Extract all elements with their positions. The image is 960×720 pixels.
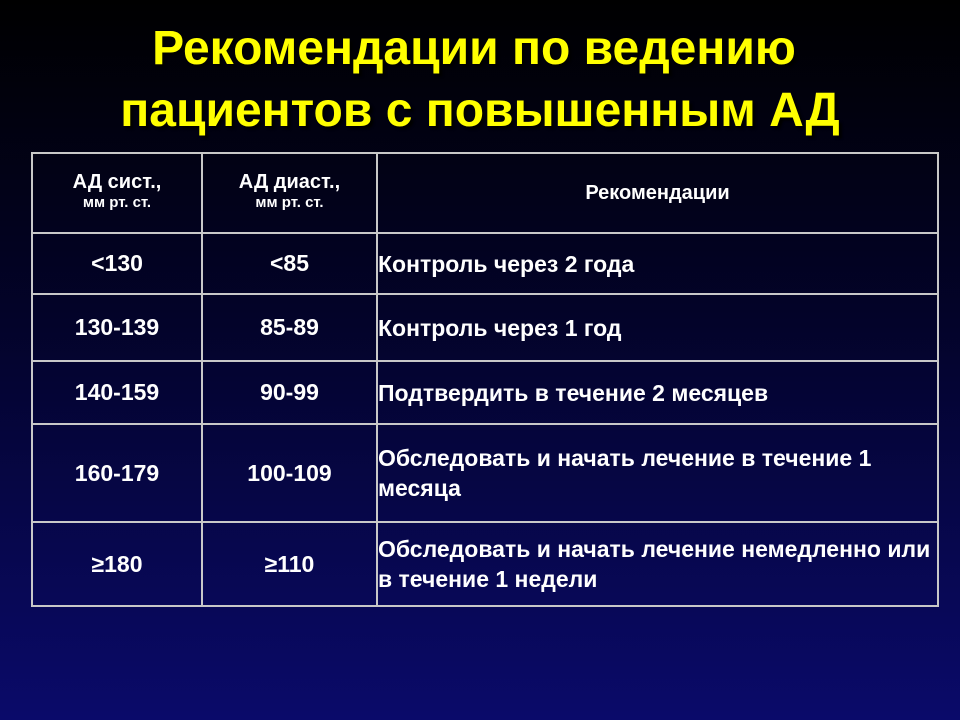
cell-recommendation: Контроль через 2 года — [377, 233, 938, 294]
table-row — [32, 361, 938, 424]
cell-systolic: ≥180 — [32, 522, 202, 606]
header-systolic-label: АД сист., — [72, 171, 162, 193]
slide-title-line-1: Рекомендации по ведению — [152, 22, 796, 75]
cell-systolic: 130-139 — [32, 294, 202, 361]
header-recommendations: Рекомендации — [377, 153, 938, 233]
cell-diastolic: ≥110 — [202, 522, 377, 606]
slide-title — [0, 18, 960, 142]
cell-recommendation: Обследовать и начать лечение немедленно или в течение 1 недели — [377, 522, 938, 606]
table-row — [32, 233, 938, 294]
table-row — [32, 424, 938, 522]
cell-diastolic: 100-109 — [202, 424, 377, 522]
cell-recommendation: Подтвердить в течение 2 месяцев — [377, 361, 938, 424]
cell-systolic: <130 — [32, 233, 202, 294]
table-row — [32, 522, 938, 606]
cell-systolic: 160-179 — [32, 424, 202, 522]
recommendations-table — [31, 152, 939, 607]
header-systolic — [32, 153, 202, 233]
header-diastolic — [202, 153, 377, 233]
cell-diastolic: 90-99 — [202, 361, 377, 424]
cell-recommendation: Обследовать и начать лечение в течение 1 месяца — [377, 424, 938, 522]
cell-recommendation: Контроль через 1 год — [377, 294, 938, 361]
cell-systolic: 140-159 — [32, 361, 202, 424]
header-diastolic-label: АД диаст., — [238, 171, 341, 193]
table-row — [32, 294, 938, 361]
cell-diastolic: 85-89 — [202, 294, 377, 361]
slide-title-line-2: пациентов с повышенным АД — [120, 84, 840, 137]
header-diastolic-unit: мм рт. ст. — [255, 194, 324, 211]
header-systolic-unit: мм рт. ст. — [82, 194, 152, 211]
table-header-row — [32, 153, 938, 233]
cell-diastolic: <85 — [202, 233, 377, 294]
